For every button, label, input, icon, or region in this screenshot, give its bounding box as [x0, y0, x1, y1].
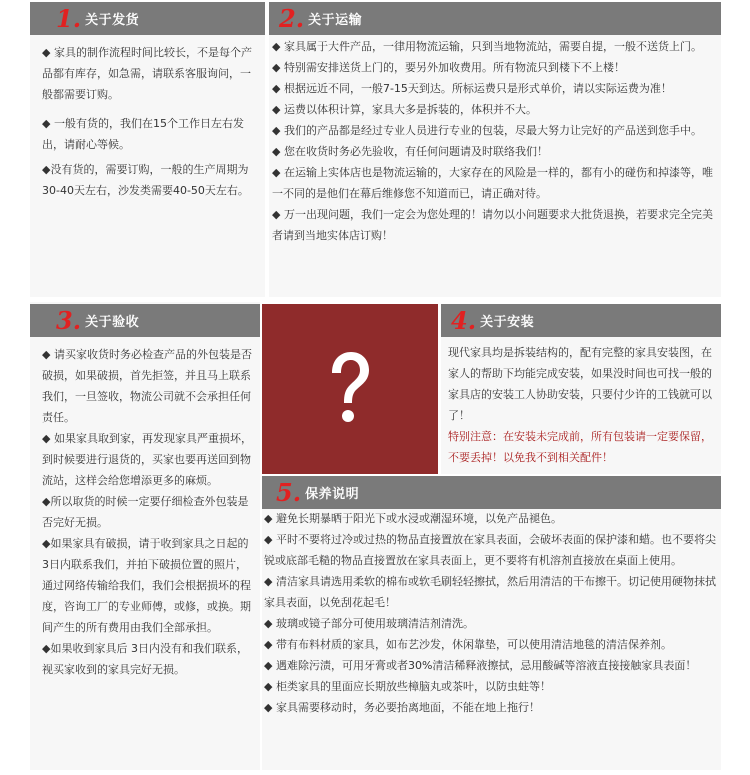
- section-4-body: [448, 342, 716, 468]
- section-3-title: 关于验收: [85, 315, 140, 330]
- section-2-paragraph: ◆ 在运输上实体店也是物流运输的，大家存在的风险是一样的，都有小的碰伤和掉漆等，唯一不同的是他们在幕后维修您不知道而已，请正确对待。: [272, 166, 713, 200]
- section-2-paragraph: ◆ 我们的产品都是经过专业人员进行专业的包装，尽最大努力让完好的产品送到您手中。: [272, 124, 702, 137]
- section-2-body: [272, 36, 714, 246]
- section-1-header: [30, 2, 265, 35]
- section-5-title: 保养说明: [305, 487, 360, 502]
- section-5-paragraph: ◆ 遇难除污渍，可用牙膏或者30%清洁稀释液擦拭，忌用酸碱等溶液直接接触家具表面！: [264, 659, 697, 672]
- section-3-paragraph: ◆如果家具有破损，请于收到家具之日起的 3日内联系我们，并拍下破损位置的照片，通过网络传输给我们，我们会根据损坏的程度，咨询工厂的专业师傅，或修，或换。期间产生的所有费用由我们全部承担。: [42, 537, 251, 634]
- section-1-body: [42, 42, 254, 201]
- section-1-paragraph: ◆ 家具的制作流程时间比较长，不是每个产品都有库存，如急需，请联系客服询问，一般都需要订购。: [42, 46, 252, 101]
- section-5-paragraph: ◆ 柜类家具的里面应长期放些樟脑丸或茶叶，以防虫蛀等！: [264, 680, 551, 693]
- section-1-title: 关于发货: [85, 13, 140, 28]
- section-1-paragraph: ◆没有货的，需要订购，一般的生产周期为30-40天左右，沙发类需要40-50天左右。: [42, 163, 249, 197]
- section-4-notice: 特别注意：在安装未完成前，所有包装请一定要保留，不要丢掉！以免我不到相关配件！: [448, 430, 712, 464]
- section-3-paragraph: ◆如果收到家具后 3日内没有和我们联系，视买家收到的家具完好无损。: [42, 642, 248, 676]
- section-3-paragraph: ◆所以取货的时候一定要仔细检查外包装是否完好无损。: [42, 495, 249, 529]
- section-2-paragraph: ◆ 特别需安排送货上门的，要另外加收费用。所有物流只到楼下不上楼！: [272, 61, 625, 74]
- section-5-number: 5.: [276, 477, 302, 507]
- section-5-paragraph: ◆ 带有布料材质的家具，如布艺沙发，休闲靠垫，可以使用清洁地毯的清洁保养剂。: [264, 638, 672, 651]
- section-2-header: [269, 2, 721, 35]
- section-4-text: 现代家具均是拆装结构的，配有完整的家具安装图，在家人的帮助下均能完成安装，如果没时间也可找一般的家具店的安装工人协助安装，只要付少许的工钱就可以了！: [448, 346, 712, 422]
- section-2-number: 2.: [279, 3, 305, 33]
- section-5-paragraph: ◆ 平时不要将过冷或过热的物品直接置放在家具表面，会破坏表面的保护漆和蜡。也不要将尖锐或底部毛糙的物品直接置放在家具表面上，更不要将有机溶剂直接放在桌面上使用。: [264, 533, 716, 567]
- section-3-paragraph: ◆ 请买家收货时务必检查产品的外包装是否破损，如果破损，首先拒签，并且马上联系我们，一旦签收，物流公司就不会承担任何责任。: [42, 348, 252, 424]
- section-5-paragraph: ◆ 清洁家具请选用柔软的棉布或软毛刷轻轻擦拭，然后用清洁的干布擦干。切记使用硬物抹拭家具表面，以免刮花起毛！: [264, 575, 716, 609]
- section-2-title: 关于运输: [308, 13, 363, 28]
- section-5-paragraph: ◆ 避免长期暴晒于阳光下或水浸或潮湿环境，以免产品褪色。: [264, 512, 562, 525]
- section-2-paragraph: ◆ 万一出现问题，我们一定会为您处理的！请勿以小问题要求大批货退换，若要求完全完美者请到当地实体店订购！: [272, 208, 713, 242]
- section-1-number: 1.: [56, 3, 82, 33]
- section-5-header: [262, 476, 721, 509]
- section-4-number: 4.: [451, 305, 477, 335]
- question-mark-icon: [325, 349, 375, 429]
- section-3-header: [30, 304, 260, 337]
- question-mark-box: [262, 304, 438, 474]
- section-3-number: 3.: [56, 305, 82, 335]
- section-2-paragraph: ◆ 您在收货时务必先验收，有任何问题请及时联络我们！: [272, 145, 548, 158]
- section-4-header: [441, 304, 721, 337]
- section-3-paragraph: ◆ 如果家具取到家，再发现家具严重损坏，到时候要进行退货的，买家也要再送回到物流站，这样会给您增添更多的麻烦。: [42, 432, 252, 487]
- section-4-title: 关于安装: [480, 315, 535, 330]
- section-3-body: [42, 344, 254, 680]
- section-5-paragraph: ◆ 玻璃或镜子部分可使用玻璃清洁剂清洗。: [264, 617, 474, 630]
- section-5-paragraph: ◆ 家具需要移动时，务必要抬离地面，不能在地上拖行！: [264, 701, 540, 714]
- section-5-body: [264, 508, 716, 718]
- section-2-paragraph: ◆ 家具属于大件产品，一律用物流运输，只到当地物流站，需要自提，一般不送货上门。: [272, 40, 702, 53]
- section-2-paragraph: ◆ 根据远近不同，一般7-15天到达。所标运费只是形式单价，请以实际运费为准！: [272, 82, 672, 95]
- section-1-paragraph: ◆ 一般有货的，我们在15个工作日左右发出，请耐心等候。: [42, 117, 244, 151]
- section-2-paragraph: ◆ 运费以体积计算，家具大多是拆装的，体积并不大。: [272, 103, 537, 116]
